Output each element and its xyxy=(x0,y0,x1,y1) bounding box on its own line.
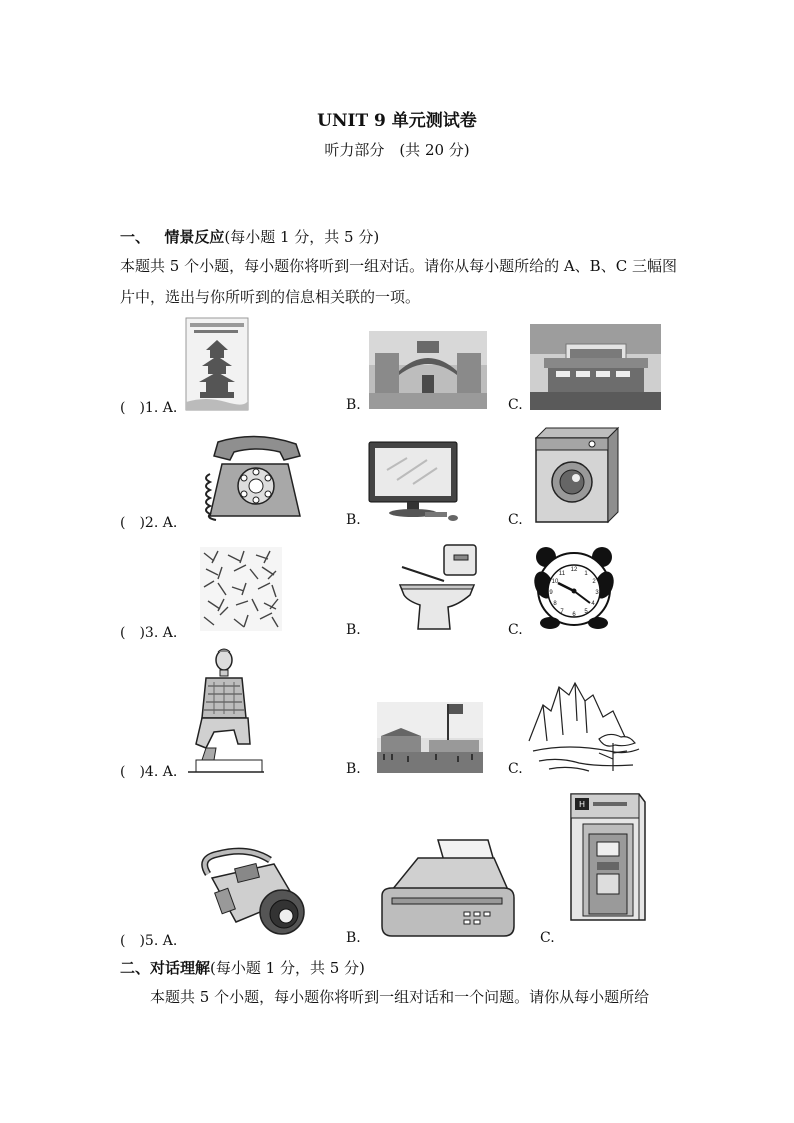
svg-text:3: 3 xyxy=(595,590,599,596)
telephone-image xyxy=(196,434,304,522)
section-2-instructions: 本题共 5 个小题，每小题你将听到一组对话和一个问题。请你从每小题所给 xyxy=(150,988,650,1006)
section-1-heading xyxy=(120,226,379,247)
pagoda-book-image xyxy=(186,318,248,410)
section-1-number: 一、 xyxy=(120,228,151,246)
terracotta-warrior-image xyxy=(188,648,264,774)
svg-text:2: 2 xyxy=(592,579,596,585)
square-flag-image xyxy=(377,702,483,773)
svg-text:7: 7 xyxy=(560,609,564,615)
svg-text:6: 6 xyxy=(572,612,576,618)
camera-image xyxy=(198,838,306,942)
mountain-pine-image xyxy=(529,681,639,777)
question-4-option-b: B. xyxy=(346,761,361,777)
section-2-number: 二、 xyxy=(120,959,151,977)
question-3-option-b: B. xyxy=(346,622,361,638)
svg-text:9: 9 xyxy=(549,590,553,596)
svg-text:H: H xyxy=(579,800,585,809)
page-subtitle: 听力部分 (共 20 分) xyxy=(324,141,470,159)
svg-text:11: 11 xyxy=(558,571,566,577)
question-5-label: ( )5. A. xyxy=(120,933,178,949)
washing-machine-image xyxy=(532,424,622,524)
section-1-title: 情景反应 xyxy=(164,228,225,246)
computer-monitor-image xyxy=(367,440,463,524)
bamboo-leaves-image xyxy=(200,547,282,631)
svg-text:1: 1 xyxy=(584,571,588,577)
svg-text:5: 5 xyxy=(584,609,588,615)
atm-booth-image xyxy=(567,790,649,926)
question-1-label: ( )1. A. xyxy=(120,400,178,416)
svg-text:8: 8 xyxy=(553,601,557,607)
question-3-label: ( )3. A. xyxy=(120,625,178,641)
svg-text:4: 4 xyxy=(591,601,595,607)
question-2-option-b: B. xyxy=(346,512,361,528)
question-4-label: ( )4. A. xyxy=(120,764,178,780)
section-1-score: (每小题 1 分，共 5 分) xyxy=(224,228,380,246)
section-1-instructions: 本题共 5 个小题，每小题你将听到一组对话。请你从每小题所给的 A、B、C 三幅图片中，选出与你所听到的信息相关联的一项。 xyxy=(120,257,677,306)
page-title: UNIT 9 单元测试卷 xyxy=(317,111,477,131)
section-2-score: (每小题 1 分，共 5 分) xyxy=(210,959,365,977)
gate-building-image xyxy=(369,331,487,409)
section-2-title: 对话理解 xyxy=(150,959,211,977)
toilet-image xyxy=(398,543,480,631)
panda-clock-image xyxy=(530,545,618,631)
question-5-option-c: C. xyxy=(540,930,555,946)
question-2-label: ( )2. A. xyxy=(120,515,178,531)
svg-text:12: 12 xyxy=(570,567,578,573)
question-4-option-c: C. xyxy=(508,761,523,777)
svg-text:10: 10 xyxy=(551,579,559,585)
section-2-heading xyxy=(120,957,365,978)
question-1-option-c: C. xyxy=(508,397,523,413)
museum-building-image xyxy=(530,324,661,410)
question-5-option-b: B. xyxy=(346,930,361,946)
question-1-option-b: B. xyxy=(346,397,361,413)
printer-image xyxy=(378,838,516,942)
question-3-option-c: C. xyxy=(508,622,523,638)
question-2-option-c: C. xyxy=(508,512,523,528)
